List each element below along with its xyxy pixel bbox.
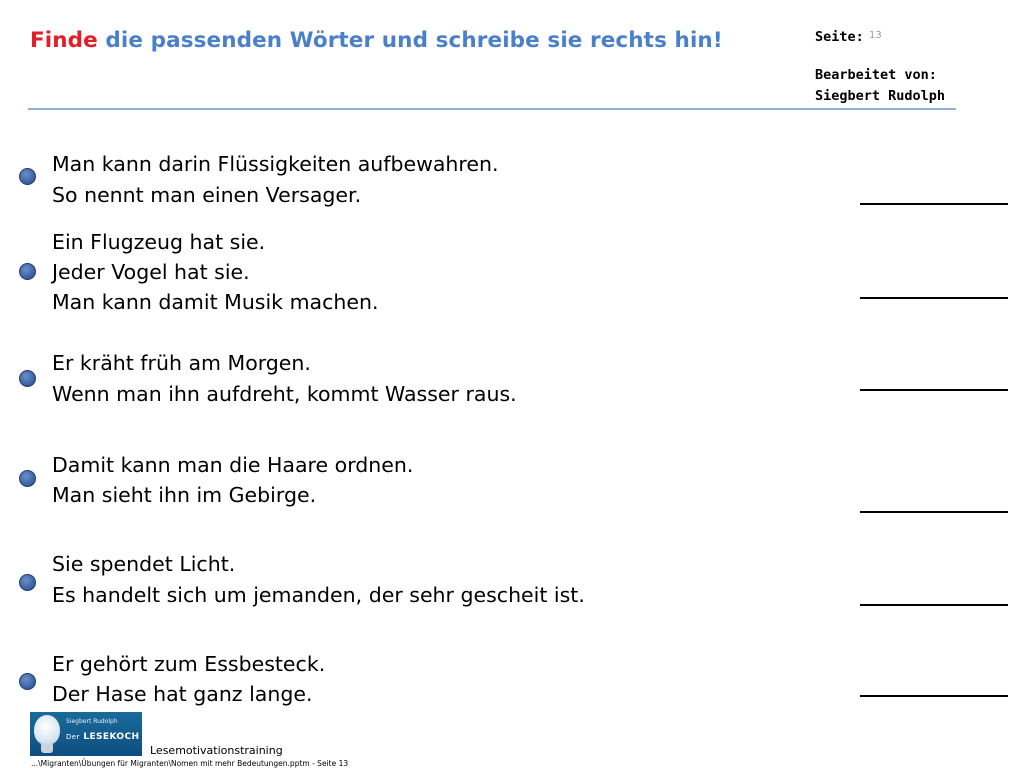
answer-blank[interactable] [860,695,1008,697]
question-line: Jeder Vogel hat sie. [52,260,250,284]
question-line: Man sieht ihn im Gebirge. [52,483,317,507]
answer-blank[interactable] [860,389,1008,391]
edited-by-label: Bearbeitet von: [815,67,937,83]
author-name: Siegbert Rudolph [815,88,946,104]
title-keyword: Finde [30,28,98,53]
question-line: Er kräht früh am Morgen. [52,351,311,375]
answer-blank[interactable] [860,297,1008,299]
logo-author: Siegbert Rudolph [66,718,118,725]
bullet-icon [19,574,36,591]
bullet-icon [19,263,36,280]
logo-brand [66,732,139,742]
answer-blank[interactable] [860,203,1008,205]
bullet-icon [19,470,36,487]
logo-brand-article: Der [66,733,80,741]
page-number: 13 [869,30,882,41]
lesekoch-logo [30,712,142,756]
title-instruction: die passenden Wörter und schreibe sie rechts hin! [97,28,723,53]
page-title [30,28,723,53]
title-divider [28,108,956,110]
question-line: Man kann damit Musik machen. [52,290,379,314]
question-line: Er gehört zum Essbesteck. [52,652,326,676]
question-line: Sie spendet Licht. [52,552,236,576]
bullet-icon [19,370,36,387]
question-line: Der Hase hat ganz lange. [52,682,313,706]
bullet-icon [19,168,36,185]
course-name: Lesemotivationstraining [150,744,283,757]
question-line: Ein Flugzeug hat sie. [52,230,266,254]
question-line: So nennt man einen Versager. [52,183,362,207]
file-path: ...\Migranten\Übungen für Migranten\Nomen mit mehr Bedeutungen.pptm - Seite 13 [31,759,349,768]
page-label: Seite: [815,29,864,45]
lightbulb-base [41,744,53,753]
question-line: Damit kann man die Haare ordnen. [52,453,414,477]
question-line: Wenn man ihn aufdreht, kommt Wasser raus. [52,382,517,406]
bullet-icon [19,673,36,690]
logo-brand-name: LESEKOCH [83,732,140,742]
question-line: Man kann darin Flüssigkeiten aufbewahren. [52,152,499,176]
answer-blank[interactable] [860,604,1008,606]
question-line: Es handelt sich um jemanden, der sehr gescheit ist. [52,583,585,607]
answer-blank[interactable] [860,511,1008,513]
lightbulb-icon [34,715,60,745]
